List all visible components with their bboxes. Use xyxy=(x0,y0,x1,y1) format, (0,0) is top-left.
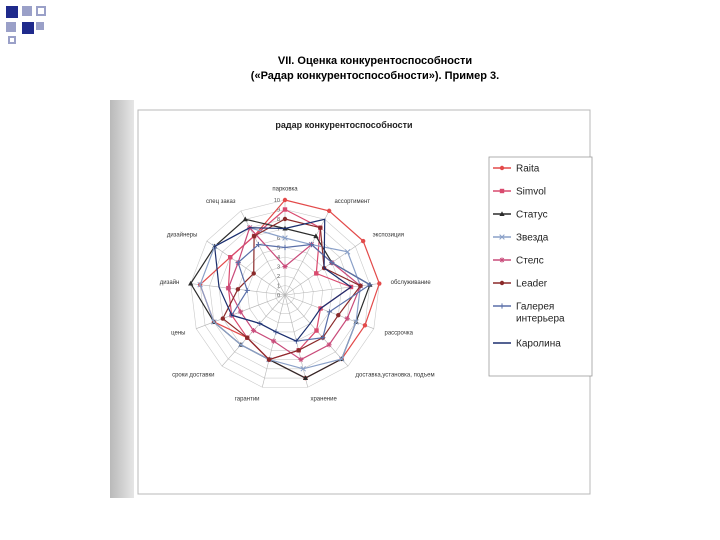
slide-title-line2: («Радар конкурентоспособности»). Пример 3. xyxy=(250,70,500,82)
radial-tick-label: 5 xyxy=(276,245,280,252)
data-point xyxy=(345,316,350,321)
data-point xyxy=(252,271,256,275)
data-point xyxy=(228,255,232,259)
data-point xyxy=(267,357,271,361)
data-point xyxy=(500,281,504,285)
data-point xyxy=(318,226,322,230)
data-point xyxy=(221,316,225,320)
data-point xyxy=(298,357,303,362)
axis-label: спец заказ xyxy=(205,198,236,205)
radial-tick-label: 4 xyxy=(276,255,280,261)
data-point xyxy=(251,328,256,333)
data-point xyxy=(236,287,240,291)
data-point xyxy=(361,239,365,243)
data-point xyxy=(500,166,504,170)
data-point xyxy=(283,198,287,202)
legend-label: Статус xyxy=(516,209,548,221)
legend-label: Simvol xyxy=(516,186,547,198)
data-point xyxy=(271,339,276,344)
data-point xyxy=(377,281,381,285)
axis-label: дизайнеры xyxy=(166,232,198,239)
radial-tick-label: 7 xyxy=(276,226,280,233)
slide-title-line1: VII. Оценка конкурентоспособности xyxy=(277,55,473,67)
legend-label: Стелс xyxy=(516,255,544,267)
axis-label: обслуживание xyxy=(390,280,431,287)
data-point xyxy=(282,264,287,269)
data-point xyxy=(314,328,318,332)
axis-label: хранение xyxy=(310,396,337,403)
data-point xyxy=(245,335,249,339)
axis-label: ассортимент xyxy=(334,198,371,205)
data-point xyxy=(283,207,287,211)
data-point xyxy=(363,323,367,327)
chart-title: радар конкурентоспособности xyxy=(275,120,413,130)
radial-tick-label: 3 xyxy=(276,264,280,271)
data-point xyxy=(226,286,231,291)
data-point xyxy=(358,284,362,288)
radial-tick-label: 10 xyxy=(273,198,280,204)
axis-label: экспозиция xyxy=(372,232,404,239)
axis-label: рассрочка xyxy=(384,330,413,337)
radial-tick-label: 9 xyxy=(276,207,280,214)
legend-label: Звезда xyxy=(516,232,549,244)
axis-label: цены xyxy=(171,330,186,337)
axis-label: гарантии xyxy=(234,396,260,403)
data-point xyxy=(336,313,340,317)
data-point xyxy=(499,257,504,262)
data-point xyxy=(296,348,300,352)
axis-label: сроки доставки xyxy=(172,372,215,379)
legend-label: Галерея интерьера xyxy=(516,301,565,325)
legend-label: Raita xyxy=(516,163,540,175)
data-point xyxy=(326,342,331,347)
data-point xyxy=(252,234,256,238)
axis-label: доставка,установка, подъем xyxy=(355,372,435,379)
legend-label: Leader xyxy=(516,278,548,290)
data-point xyxy=(327,209,331,213)
radial-tick-label: 0 xyxy=(276,293,280,299)
radial-tick-label: 1 xyxy=(276,283,280,290)
data-point xyxy=(238,309,243,314)
data-point xyxy=(314,271,318,275)
radial-tick-label: 6 xyxy=(276,236,280,242)
data-point xyxy=(500,189,504,193)
data-point xyxy=(283,217,287,221)
axis-label: парковка xyxy=(272,186,298,193)
legend-label: Каролина xyxy=(516,338,561,350)
radial-tick-label: 8 xyxy=(276,217,280,223)
radial-tick-label: 2 xyxy=(276,274,280,280)
axis-label: дизайн xyxy=(159,280,180,287)
